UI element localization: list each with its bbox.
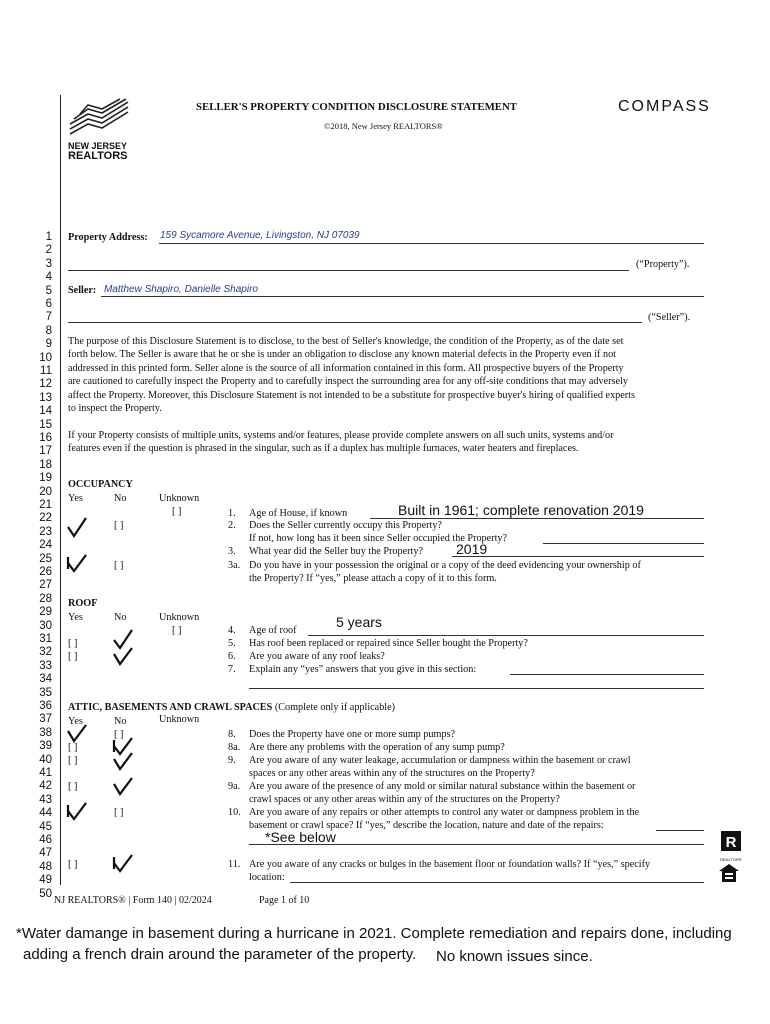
q2-text: Does the Seller currently occupy this Property? [249,520,442,531]
q3a-no-box[interactable]: [ ] [114,560,124,571]
line-number: 40 [39,753,52,766]
line-number: 28 [39,592,52,605]
line-number: 39 [39,740,52,753]
line-number: 49 [39,874,52,887]
line-number: 12 [39,378,52,391]
q7-text: Explain any “yes” answers that you give in this section: [249,664,477,675]
q7-number: 7. [228,664,236,675]
q11-text-2: location: [249,872,285,883]
q4-answer[interactable]: 5 years [336,614,382,630]
line-number: 42 [39,780,52,793]
q5-yes-box[interactable]: [ ] [68,638,78,649]
line-number: 35 [39,686,52,699]
line-number: 50 [39,887,52,900]
q10-answer[interactable]: *See below [265,829,336,845]
q10-text-1: Are you aware of any repairs or other attempts to control any water or dampness problem in the [249,807,640,818]
line-number: 43 [39,793,52,806]
q3a-text-2: the Property? If “yes,” please attach a copy of it to this form. [249,573,497,584]
q1-text: Age of House, if known [249,508,348,519]
realtor-logo-icon [720,830,742,852]
line-number: 31 [39,633,52,645]
line-number: 23 [39,525,52,538]
q5-number: 5. [228,638,236,649]
attic-col-unknown: Unknown [159,714,200,725]
footer-form-info: NJ REALTORS® | Form 140 | 02/2024 [54,895,212,906]
property-address-field[interactable]: 159 Sycamore Avenue, Livingston, NJ 07039 [160,230,360,241]
col-yes: Yes [68,493,83,504]
attic-heading-note: (Complete only if applicable) [274,702,396,713]
q6-number: 6. [228,651,236,662]
line-number: 19 [39,472,52,485]
q10-no-box[interactable]: [ ] [114,807,124,818]
q2-no-box[interactable]: [ ] [114,520,124,531]
q5-text: Has roof been replaced or repaired since Seller bought the Property? [249,638,528,649]
q2-number: 2. [228,520,236,531]
q9a-text-1: Are you aware of the presence of any mold or similar natural substance within the basement or [249,781,636,792]
line-number: 16 [39,432,52,444]
q1-number: 1. [228,508,236,519]
line-number: 13 [39,391,52,404]
checkmark-icon [66,723,88,743]
purpose-line-5: affect the Property. Moreover, this Disclosure Statement is not intended to be a substitute for prospective buyer's hiring of qualified experts [68,389,635,401]
line-number: 22 [39,512,52,525]
purpose-line-4: are cautioned to carefully inspect the Property and to carefully inspect the surrounding area for any off-site conditions that may adversely [68,376,628,388]
line-number: 1 [45,231,52,243]
q11-no-check[interactable] [112,853,134,873]
line-number: 5 [45,284,52,297]
line-number: 20 [39,485,52,498]
multi-unit-line-1: If your Property consists of multiple units, systems and/or features, please provide complete answers on all such units, systems and/or [68,429,614,441]
line-number: 10 [39,351,52,364]
attic-col-yes: Yes [68,716,83,727]
logo-line2: REALTORS [68,150,128,162]
multi-unit-line-2: features even if the question is phrased in the singular, such as if a duplex has multiple furnaces, water heaters and fireplaces. [68,443,579,455]
line-number: 25 [39,552,52,565]
checkmark-icon [112,646,134,666]
q4-number: 4. [228,625,236,636]
checkmark-icon [112,751,134,771]
line-number: 32 [39,646,52,659]
q10-yes-check[interactable] [66,801,88,821]
line-number: 38 [39,726,52,739]
q9-yes-box[interactable]: [ ] [68,755,78,766]
q9-text-2: spaces or any other areas within any of the structures on the Property? [249,768,535,779]
left-margin-rule [60,95,61,885]
attic-col-no: No [114,716,127,727]
nj-realtors-logo [68,98,138,160]
roof-col-unknown: Unknown [159,612,200,623]
q9-no-check[interactable] [112,751,134,771]
line-number: 46 [39,834,52,846]
attic-heading-text: ATTIC, BASEMENTS AND CRAWL SPACES [68,702,273,713]
property-label: Property Address: [68,232,148,243]
q11-text-1: Are you aware of any cracks or bulges in the basement floor or foundation walls? If “yes,” specify [249,859,651,870]
q9-text-1: Are you aware of any water leakage, accumulation or dampness within the basement or crawl [249,755,631,766]
q4-unknown-box[interactable]: [ ] [172,625,182,636]
purpose-line-3: addressed in this printed form. Seller alone is the source of all information contained in this form. All prospective buyers of the Property [68,362,624,374]
line-number: 2 [45,244,52,257]
line-number: 18 [39,458,52,471]
line-number: 37 [39,713,52,726]
checkmark-icon [66,801,88,821]
line-number: 11 [40,365,52,377]
checkmark-icon [66,553,88,573]
q11-yes-box[interactable]: [ ] [68,859,78,870]
purpose-line-6: to inspect the Property. [68,403,162,414]
line-number: 9 [45,338,52,351]
q10-text-2: basement or crawl space? If “yes,” describe the location, nature and date of the repairs: [249,820,604,831]
svg-text:R: R [725,834,737,851]
note-line-3: No known issues since. [436,948,593,965]
note-line-1: *Water damange in basement during a hurricane in 2021. Complete remediation and repairs done, including [16,925,732,942]
q10-number: 10. [228,807,241,818]
line-number: 6 [45,298,52,310]
q3-answer[interactable]: 2019 [456,541,488,557]
line-number: 15 [39,418,52,431]
purpose-line-1: The purpose of this Disclosure Statement is to disclose, to the best of Seller's knowledge, the condition of the Property, as of the date set [68,336,624,347]
realtor-logo [718,830,744,862]
brand-logo: COMPASS [618,98,711,115]
q1-answer[interactable]: Built in 1961; complete renovation 2019 [398,502,644,518]
q6-yes-box[interactable]: [ ] [68,651,78,662]
q6-text: Are you aware of any roof leaks? [249,651,385,662]
q8-number: 8. [228,729,236,740]
line-number: 47 [39,847,52,860]
line-number: 4 [45,271,52,284]
q4-text: Age of roof [249,625,297,636]
q9a-yes-box[interactable]: [ ] [68,781,78,792]
q3a-number: 3a. [228,560,241,571]
line-number: 41 [39,767,52,779]
q3-text: What year did the Seller buy the Property? [249,546,423,557]
line-number: 30 [39,619,52,632]
form-title: SELLER'S PROPERTY CONDITION DISCLOSURE STATEMENT [196,101,517,113]
q8a-text: Are there any problems with the operation of any sump pump? [249,742,505,753]
logo-line1: NEW JERSEY [68,141,128,151]
q9a-number: 9a. [228,781,241,792]
line-number: 33 [39,659,52,672]
roof-col-yes: Yes [68,612,83,623]
q8a-yes-box[interactable]: [ ] [68,742,78,753]
purpose-line-2: forth below. The Seller is aware that he or she is under an obligation to disclose any known material defects in the Property even if not [68,349,616,361]
q3-number: 3. [228,546,236,557]
note-line-2: adding a french drain around the parameter of the property. [23,946,417,963]
line-number: 17 [39,445,52,458]
equal-housing-icon [718,862,740,884]
line-number: 26 [39,566,52,578]
seller-name-field[interactable]: Matthew Shapiro, Danielle Shapiro [104,284,258,295]
line-number: 44 [39,807,52,820]
roof-col-no: No [114,612,127,623]
q9a-text-2: crawl spaces or any other areas within any of the structures on the Property? [249,794,560,805]
checkmark-icon [66,516,88,538]
q9a-no-check[interactable] [112,776,134,796]
attic-heading [68,702,395,713]
checkmark-icon [112,853,134,873]
footer-page: Page 1 of 10 [259,895,310,906]
col-unknown: Unknown [159,493,200,504]
checkmark-icon [112,776,134,796]
line-number: 45 [39,820,52,833]
line-number: 29 [39,606,52,619]
q2-sub-text: If not, how long has it been since Seller occupied the Property? [249,533,508,544]
line-number: 3 [45,257,52,270]
q9-number: 9. [228,755,236,766]
line-number: 34 [39,673,52,686]
roof-heading: ROOF [68,598,98,609]
property-suffix: (“Property”). [636,259,690,270]
equal-housing-logo [718,862,740,889]
q8-text: Does the Property have one or more sump pumps? [249,729,455,740]
q8a-number: 8a. [228,742,241,753]
line-number: 27 [39,579,52,592]
line-number: 8 [45,324,52,337]
q2-yes-check[interactable] [66,516,88,538]
line-number: 36 [39,700,52,712]
seller-label: Seller: [68,285,97,296]
copyright: ©2018, New Jersey REALTORS® [324,121,443,131]
q11-number: 11. [228,859,241,870]
line-number: 7 [45,311,52,324]
q8-yes-check[interactable] [66,723,88,743]
realtor-mark-text: REALTOR® [720,857,742,862]
seller-suffix: (“Seller”). [648,312,691,323]
nj-realtors-logo-icon [68,98,130,136]
line-number: 21 [39,499,52,511]
q6-no-check[interactable] [112,646,134,666]
q8-no-box[interactable]: [ ] [114,729,124,740]
line-number: 24 [39,539,52,552]
q3a-text-1: Do you have in your possession the original or a copy of the deed evidencing your ownership of [249,560,641,571]
q3a-yes-check[interactable] [66,553,88,573]
col-no: No [114,493,127,504]
q1-unknown-box[interactable]: [ ] [172,506,182,517]
line-number: 48 [39,860,52,873]
line-number: 14 [39,405,52,418]
occupancy-heading: OCCUPANCY [68,479,133,490]
